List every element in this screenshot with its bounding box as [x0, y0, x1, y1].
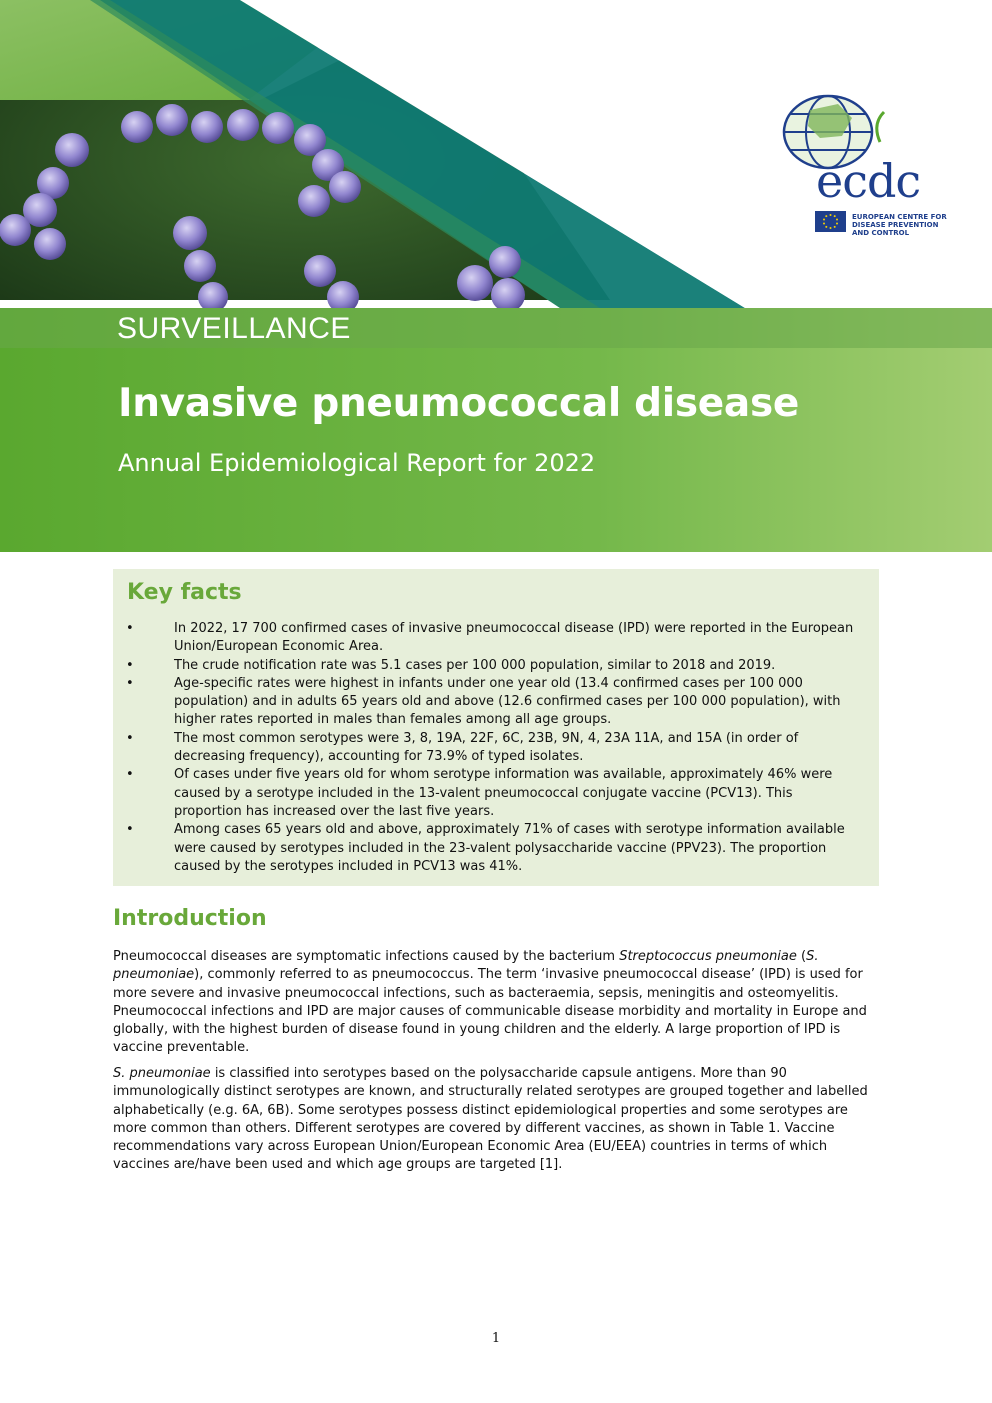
- bullet-icon: •: [126, 822, 134, 838]
- key-facts-heading: Key facts: [127, 580, 242, 605]
- series-label: SURVEILLANCE: [117, 312, 351, 345]
- page-title: Invasive pneumococcal disease: [118, 381, 800, 426]
- bullet-icon: •: [126, 675, 134, 691]
- list-item: • The most common serotypes were 3, 8, 19A, 22F, 6C, 23B, 9N, 4, 23A 11A, and 15A (in order of decreasing frequency), accounting for 73.9% of typed isolates.: [126, 730, 799, 765]
- ecdc-fullname: EUROPEAN CENTRE FOR DISEASE PREVENTION AND CONTROL: [852, 213, 947, 237]
- bullet-icon: •: [126, 767, 134, 783]
- introduction-paragraph-2: S. pneumoniae is classified into serotypes based on the polysaccharide capsule antigens. More than 90 immunologically distinct serotypes are known, and structurally related serotypes are grouped together and labelled alphabetically (e.g. 6A, 6B). Some serotypes possess distinct epidemiological properties and some serotypes are more common than others. Different serotypes are covered by different vaccines, as shown in Table 1. Vaccine recommendations vary across European Union/European Economic Area (EU/EEA) countries in terms of which vaccines are/have been used and which age groups are targeted [1].: [113, 1066, 868, 1173]
- bullet-icon: •: [126, 621, 134, 636]
- list-item: • Among cases 65 years old and above, approximately 71% of cases with serotype information available were caused by serotypes included in the 23-valent polysaccharide vaccine (PPV23). The proportion caused by the serotypes included in PCV13 was 41%.: [126, 822, 845, 874]
- eu-flag-icon: [815, 211, 846, 232]
- key-facts-list: [113, 620, 879, 876]
- bullet-icon: •: [126, 730, 134, 746]
- ecdc-wordmark: ecdc: [816, 154, 921, 208]
- page-number: 1: [491, 1331, 501, 1346]
- page-subtitle: Annual Epidemiological Report for 2022: [118, 449, 596, 477]
- bullet-icon: •: [126, 657, 134, 673]
- ecdc-logo: [780, 92, 945, 242]
- introduction-paragraph-1: Pneumococcal diseases are symptomatic infections caused by the bacterium Streptococcus pneumoniae (S. pneumoniae), commonly referred to as pneumococcus. The term ‘invasive pneumococcal disease’ (IPD) is used for more severe and invasive pneumococcal infections, such as bacteraemia, sepsis, meningitis and osteomyelitis. Pneumococcal infections and IPD are major causes of communicable disease morbidity and mortality in Europe and globally, with the highest burden of disease found in young children and the elderly. A large proportion of IPD is vaccine preventable.: [113, 949, 867, 1056]
- list-item: • The crude notification rate was 5.1 cases per 100 000 population, similar to 2018 and 2019.: [113, 657, 879, 675]
- introduction-heading: Introduction: [113, 906, 267, 931]
- cover-banner: [0, 0, 992, 552]
- list-item: • In 2022, 17 700 confirmed cases of invasive pneumococcal disease (IPD) were reported in the European Union/European Economic Area.: [126, 621, 854, 655]
- key-facts-box: [113, 569, 879, 886]
- list-item: • Age-specific rates were highest in infants under one year old (13.4 confirmed cases per 100 000 population) and in adults 65 years old and above (12.6 confirmed cases per 100 000 population), with higher rates reported in males than females among all age groups.: [126, 675, 841, 728]
- list-item: • Of cases under five years old for whom serotype information was available, approximately 46% were caused by a serotype included in the 13-valent pneumococcal conjugate vaccine (PCV13). This proportion has increased over the last five years.: [126, 767, 833, 819]
